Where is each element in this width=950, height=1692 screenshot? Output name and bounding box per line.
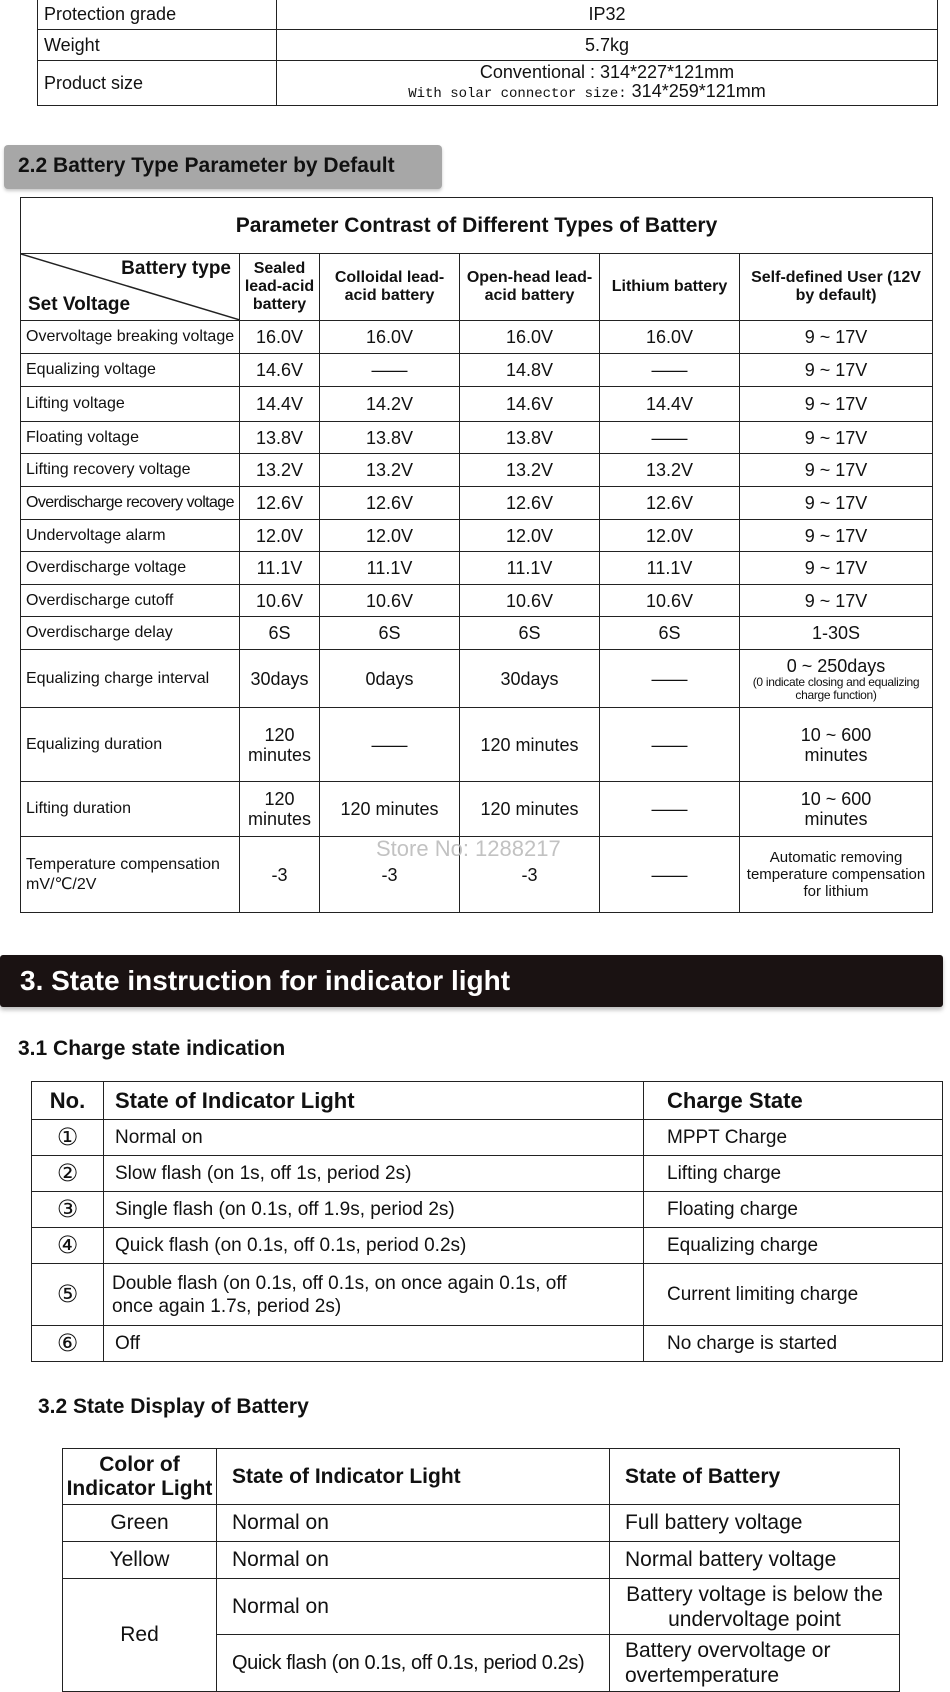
table-row: [21, 520, 933, 552]
row-label: Lifting recovery voltage: [21, 454, 240, 487]
battery-state: Full battery voltage: [610, 1505, 900, 1542]
row-label: Equalizing duration: [21, 708, 240, 782]
table-title: Parameter Contrast of Different Types of Battery: [21, 198, 933, 254]
table-row: [21, 782, 933, 837]
cell-value: 9 ~ 17V: [740, 487, 933, 520]
cell-value: ——: [600, 708, 740, 782]
cell-value: 13.8V: [460, 422, 600, 454]
table-row: [21, 454, 933, 487]
cell-value: 120 minutes: [240, 708, 320, 782]
row-number: ①: [32, 1120, 104, 1156]
row-label: Equalizing voltage: [21, 354, 240, 387]
cell-value: 9 ~ 17V: [740, 422, 933, 454]
row-number: ③: [32, 1192, 104, 1228]
indicator-state: Normal on: [217, 1505, 610, 1542]
section-heading-text: 3. State instruction for indicator light: [20, 965, 511, 996]
table-row: [21, 321, 933, 354]
cell-value: 9 ~ 17V: [740, 520, 933, 552]
cell-value: ——: [600, 422, 740, 454]
row-label: Floating voltage: [21, 422, 240, 454]
size-conventional: Conventional : 314*227*121mm: [479, 61, 735, 82]
cell-value: 6S: [240, 617, 320, 650]
battery-parameter-table: [20, 197, 933, 913]
header-state: State of Indicator Light: [217, 1449, 610, 1505]
cell-value: 16.0V: [600, 321, 740, 354]
charge-state-table: [31, 1081, 943, 1362]
row-label: Overdischarge cutoff: [21, 585, 240, 617]
cell-value: 9 ~ 17V: [740, 321, 933, 354]
header-battery: State of Battery: [610, 1449, 900, 1505]
table-row: [21, 487, 933, 520]
cell-value: 13.2V: [320, 454, 460, 487]
table-row: [21, 387, 933, 422]
table-row: [21, 650, 933, 708]
row-number: ⑤: [32, 1264, 104, 1326]
header-state: State of Indicator Light: [104, 1082, 644, 1120]
cell-value: 16.0V: [460, 321, 600, 354]
indicator-color: Red: [63, 1579, 217, 1692]
spec-row: [38, 0, 938, 30]
table-row: [32, 1192, 943, 1228]
row-label: Overdischarge delay: [21, 617, 240, 650]
row-label: Overdischarge voltage: [21, 552, 240, 585]
indicator-color: Green: [63, 1505, 217, 1542]
size-solar-value: 314*259*121mm: [631, 80, 766, 101]
cell-value: 13.2V: [240, 454, 320, 487]
cell-value: 13.2V: [600, 454, 740, 487]
cell-value: [740, 650, 933, 708]
header-no: No.: [32, 1082, 104, 1120]
battery-rows: [21, 321, 933, 650]
indicator-state: Normal on: [217, 1542, 610, 1579]
table-row: [21, 422, 933, 454]
row-number: ④: [32, 1228, 104, 1264]
cell-value: 12.6V: [240, 487, 320, 520]
cell-value: 11.1V: [600, 552, 740, 585]
indicator-color: Yellow: [63, 1542, 217, 1579]
cell-value: 11.1V: [320, 552, 460, 585]
table-row: [32, 1120, 943, 1156]
table-row: [32, 1228, 943, 1264]
indicator-state: Double flash (on 0.1s, off 0.1s, on once again 0.1s, off once again 1.7s, period 2s): [104, 1264, 644, 1326]
table-row: [32, 1264, 943, 1326]
column-header: Self-defined User (12V by default): [740, 254, 933, 321]
cell-value: 6S: [320, 617, 460, 650]
battery-display-table: [62, 1448, 900, 1692]
table-row: [32, 1326, 943, 1362]
table-row: [63, 1505, 900, 1542]
indicator-state: Normal on: [217, 1579, 610, 1635]
cell-value: 11.1V: [460, 552, 600, 585]
cell-value: ——: [600, 837, 740, 913]
cell-value: 12.0V: [460, 520, 600, 552]
cell-value: ——: [600, 650, 740, 708]
cell-value: 30days: [460, 650, 600, 708]
cell-value: 120 minutes: [240, 782, 320, 837]
corner-set-voltage: Set Voltage: [28, 294, 131, 315]
cell-value: 16.0V: [320, 321, 460, 354]
spec-key: Product size: [38, 61, 277, 106]
cell-value: 14.6V: [240, 354, 320, 387]
cell-value: 120 minutes: [460, 782, 600, 837]
corner-battery-type: Battery type: [121, 258, 231, 279]
cell-value: 10.6V: [460, 585, 600, 617]
cell-value: 16.0V: [240, 321, 320, 354]
cell-value: 10 ~ 600 minutes: [740, 782, 933, 837]
cell-value: 1-30S: [740, 617, 933, 650]
cell-value: 11.1V: [240, 552, 320, 585]
column-header: Lithium battery: [600, 254, 740, 321]
table-row: [21, 354, 933, 387]
row-label: Undervoltage alarm: [21, 520, 240, 552]
battery-state: Battery overvoltage or overtemperature: [610, 1635, 900, 1692]
size-solar-prefix: With solar connector size:: [408, 85, 627, 102]
row-number: ②: [32, 1156, 104, 1192]
row-label: Overdischarge recovery voltage: [21, 487, 240, 520]
cell-value: 14.4V: [600, 387, 740, 422]
size-solar: [277, 82, 937, 104]
row-label: Lifting voltage: [21, 387, 240, 422]
charge-state: MPPT Charge: [644, 1120, 943, 1156]
interval-note: (0 indicate closing and equalizing charge function): [752, 674, 920, 702]
indicator-state: Single flash (on 0.1s, off 1.9s, period 2s): [104, 1192, 644, 1228]
cell-value: 10.6V: [600, 585, 740, 617]
header-color: Color of Indicator Light: [63, 1449, 217, 1505]
table-row: [21, 708, 933, 782]
indicator-state: Quick flash (on 0.1s, off 0.1s, period 0.2s): [217, 1635, 610, 1692]
charge-state: Current limiting charge: [644, 1264, 943, 1326]
charge-state: Equalizing charge: [644, 1228, 943, 1264]
row-label: Equalizing charge interval: [21, 650, 240, 708]
header-row: [32, 1082, 943, 1120]
cell-value: ——: [600, 782, 740, 837]
cell-value: 9 ~ 17V: [740, 387, 933, 422]
row-label: Lifting duration: [21, 782, 240, 837]
battery-state: Normal battery voltage: [610, 1542, 900, 1579]
charge-state: Lifting charge: [644, 1156, 943, 1192]
cell-value: 14.2V: [320, 387, 460, 422]
cell-value: 13.8V: [320, 422, 460, 454]
cell-value: 120 minutes: [460, 708, 600, 782]
row-label: Temperature compensation mV/℃/2V: [21, 837, 240, 913]
column-header: Colloidal lead-acid battery: [320, 254, 460, 321]
table-row: [63, 1542, 900, 1579]
cell-value: Automatic removing temperature compensation for lithium: [740, 837, 933, 913]
cell-value: -3: [320, 837, 460, 913]
cell-value: 9 ~ 17V: [740, 354, 933, 387]
indicator-state: Normal on: [104, 1120, 644, 1156]
cell-value: -3: [460, 837, 600, 913]
cell-value: 12.6V: [460, 487, 600, 520]
column-header: Open-head lead-acid battery: [460, 254, 600, 321]
section-heading-3: [0, 955, 943, 1007]
cell-value: ——: [600, 354, 740, 387]
cell-value: 12.0V: [320, 520, 460, 552]
row-label: Overvoltage breaking voltage: [21, 321, 240, 354]
cell-value: ——: [320, 708, 460, 782]
cell-value: 9 ~ 17V: [740, 585, 933, 617]
cell-value: 10 ~ 600 minutes: [740, 708, 933, 782]
spec-value: 5.7kg: [277, 30, 938, 61]
cell-value: 9 ~ 17V: [740, 454, 933, 487]
corner-header: [21, 254, 240, 321]
cell-value: 12.6V: [320, 487, 460, 520]
cell-value: 30days: [240, 650, 320, 708]
cell-value: 14.4V: [240, 387, 320, 422]
interval-range: 0 ~ 250days: [786, 655, 886, 676]
cell-value: 12.6V: [600, 487, 740, 520]
subsection-heading-3-2: 3.2 State Display of Battery: [38, 1395, 309, 1418]
cell-value: 14.8V: [460, 354, 600, 387]
table-row: [21, 585, 933, 617]
section-heading-2-2: [4, 145, 442, 189]
charge-state: No charge is started: [644, 1326, 943, 1362]
row-number: ⑥: [32, 1326, 104, 1362]
indicator-state: Off: [104, 1326, 644, 1362]
table-row: [32, 1156, 943, 1192]
spec-row: [38, 30, 938, 61]
store-watermark: Store No: 1288217: [376, 836, 561, 861]
column-header: Sealed lead-acid battery: [240, 254, 320, 321]
table-row: [21, 552, 933, 585]
indicator-state: Slow flash (on 1s, off 1s, period 2s): [104, 1156, 644, 1192]
cell-value: 12.0V: [600, 520, 740, 552]
charge-state: Floating charge: [644, 1192, 943, 1228]
cell-value: 120 minutes: [320, 782, 460, 837]
charge-rows: [32, 1120, 943, 1362]
cell-value: 13.8V: [240, 422, 320, 454]
indicator-state: Quick flash (on 0.1s, off 0.1s, period 0.2s): [104, 1228, 644, 1264]
cell-value: 10.6V: [240, 585, 320, 617]
spec-key: Weight: [38, 30, 277, 61]
table-row: [21, 617, 933, 650]
section-heading-text: 2.2 Battery Type Parameter by Default: [18, 154, 395, 177]
subsection-heading-3-1: 3.1 Charge state indication: [18, 1037, 286, 1060]
cell-value: -3: [240, 837, 320, 913]
header-charge: Charge State: [644, 1082, 943, 1120]
cell-value: 6S: [600, 617, 740, 650]
cell-value: ——: [320, 354, 460, 387]
cell-value: 10.6V: [320, 585, 460, 617]
spec-value: [277, 61, 938, 106]
cell-value: 9 ~ 17V: [740, 552, 933, 585]
cell-value: 0days: [320, 650, 460, 708]
spec-row: [38, 61, 938, 106]
battery-state: Battery voltage is below the undervoltage point: [610, 1579, 900, 1635]
table-row: [63, 1579, 900, 1635]
cell-value: 13.2V: [460, 454, 600, 487]
header-row: [63, 1449, 900, 1505]
spec-key: Protection grade: [38, 0, 277, 30]
cell-value: 12.0V: [240, 520, 320, 552]
spec-table: [37, 0, 938, 106]
cell-value: 14.6V: [460, 387, 600, 422]
cell-value: 6S: [460, 617, 600, 650]
spec-value: IP32: [277, 0, 938, 30]
